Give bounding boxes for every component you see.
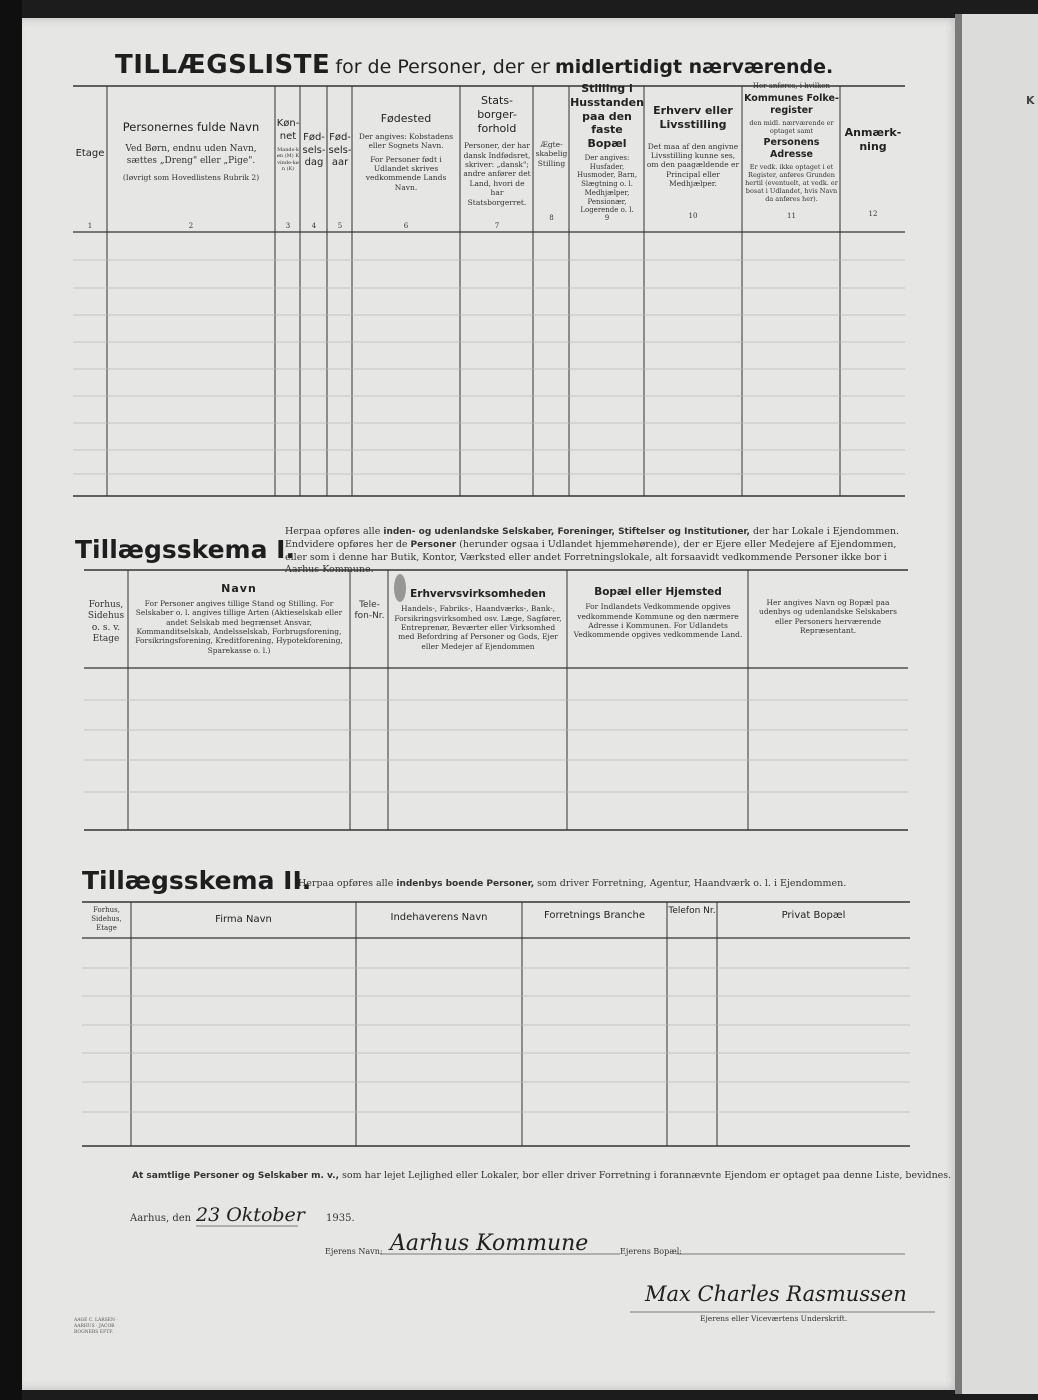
schema1-title: Tillægsskema I. [75, 535, 295, 564]
s1-col-phone: Tele-fon-Nr. [354, 600, 385, 622]
schema2-intro: Herpaa opføres alle indenbys boende Personer, som driver Forretning, Agentur, Haandværk o. l. i Ejendommen. [298, 878, 847, 889]
col-9-number: 9 [604, 214, 610, 222]
col-7-number: 7 [494, 222, 500, 230]
s1-col-floor: Forhus, Sidehus o. s. v. Etage [87, 600, 125, 644]
title-middle: for de Personer, der er [335, 56, 550, 78]
col-3-number: 3 [285, 222, 291, 230]
date-handwritten: 23 Oktober [196, 1204, 305, 1226]
col-8-number: 8 [549, 214, 554, 222]
schema1-intro: Herpaa opføres alle inden- og udenlandske Selskaber, Foreninger, Stiftelser og Institutioner, der har Lokale i Ejendommen. Endvidere opføres her de Personer (herunder ogsaa i Udlandet hjemmehørende), der er Ejere eller Medejere af Ejendommen, eller som i denne har Butik, Kontor, Værksted eller andet Forretningslokale, alt forsaavidt vedkommende Personer ikke bor i Aarhus Kommune. [285, 526, 899, 576]
date-year: 1935. [326, 1213, 355, 1224]
col-citizenship-header: Stats-borger-forhold Personer, der har dansk Indfødsret, skriver: „dansk"; andre anfører det Land, hvori de har Statsborgerret. [463, 94, 531, 207]
owner-name-label: Ejerens Navn: [325, 1247, 383, 1256]
col-gender-header: Køn-net Mands-køn (M) Kvinde-køn (K) [276, 118, 300, 172]
col-occupation-header: Erhverv eller Livsstilling Det maa af den angivne Livsstilling kunne ses, om den paagældende er Principal eller Medhjælper. [646, 104, 740, 188]
col-10-number: 10 [688, 212, 698, 220]
owner-address-label: Ejerens Bopæl: [620, 1247, 683, 1256]
s2-col-private-address: Privat Bopæl [781, 910, 846, 921]
col-12-number: 12 [868, 210, 878, 218]
col-remark-header: Anmærk-ning [844, 126, 902, 153]
certification-text: At samtlige Personer og Selskaber m. v., som har lejet Lejlighed eller Lokaler, bor eller driver Forretning i forannævnte Ejendom er optaget paa denne Liste, bevidnes. [132, 1170, 952, 1181]
col-etage-header: Etage [75, 148, 105, 159]
col-name-header: Personernes fulde Navn Ved Børn, endnu uden Navn, sættes „Dreng" eller „Pige". (Iøvrigt som Hovedlistens Rubrik 2) [122, 120, 260, 182]
col-registry-header: Her anføres, i hvilken Kommunes Folke-register den midl. nærværende er optaget samt Personens Adresse Er vedk. ikke optaget i et Register, anføres Grunden hertil (eventuelt, at vedk. er bosat i Udlandet, hvis Navn da anføres her). [744, 82, 839, 203]
s2-col-branch: Forretnings Branche [543, 910, 646, 921]
col-birthday-header: Fød-sels-dag [302, 132, 326, 168]
col-2-number: 2 [188, 222, 194, 230]
col-household-header: Stilling i Husstanden paa den faste Bopæl Der angives: Husfader, Husmoder, Barn, Slægtning o. l. Medhjælper, Pensionær, Logerende o. l. [570, 82, 644, 215]
date-city: Aarhus, den [130, 1213, 192, 1224]
col-5-number: 5 [337, 222, 343, 230]
s2-col-owner: Indehaverens Navn [390, 912, 488, 923]
col-1-number: 1 [87, 222, 93, 230]
s1-col-residence: Bopæl eller Hjemsted For Indlandets Vedkommende opgives vedkommende Kommune og den nærmere Adresse i Kommunen. For Udlandets Vedkommende opgives vedkommende Land. [573, 586, 743, 640]
col-4-number: 4 [311, 222, 317, 230]
s2-col-phone: Telefon Nr. [668, 906, 716, 916]
owner-name-value: Aarhus Kommune [390, 1231, 589, 1256]
col-birthplace-header: Fødested Der angives: Kobstadens eller Sognets Navn. For Personer født i Udlandet skrives vedkommende Lands Navn. [358, 112, 454, 192]
col-marital-header: Ægte-skabelig Stilling [535, 140, 568, 168]
s1-col-representative: Her angives Navn og Bopæl paa udenbys og udenlandske Selskabers eller Personers herværende Repræsentant. [758, 598, 897, 636]
col-11-number: 11 [787, 212, 796, 220]
signature-value: Max Charles Rasmussen [645, 1282, 907, 1306]
s2-col-floor: Forhus, Sidehus, Etage [91, 906, 122, 932]
col-birthyear-header: Fød-sels-aar [328, 132, 352, 168]
adjacent-page: K [962, 14, 1038, 1394]
signature-caption: Ejerens eller Viceværtens Underskrift. [700, 1314, 848, 1323]
s2-col-firm: Firma Navn [215, 914, 272, 925]
s1-col-business: Erhvervsvirksomheden Handels-, Fabriks-, Haandværks-, Bank-, Forsikringsvirksomhed osv. Læge, Sagfører, Entreprenør, Beværter eller Virksomhed med Befordring af Personer og Gods, Ejer eller Medejer af Ejendommen [394, 588, 562, 651]
printer-mark: AAGE C. LARSEN · AARHUS · JACOB BOGNERS EFTF. [74, 1318, 118, 1335]
col-6-number: 6 [403, 222, 409, 230]
schema2-title: Tillægsskema II. [82, 866, 312, 895]
s1-col-name: Navn For Personer angives tillige Stand og Stilling. For Selskaber o. l. angives tillige Arten (Aktieselskab eller andet Selskab med begrænset Ansvar, Kommanditselskab, Andelsselskab, Forbrugsforening, Forsikringsforening, Kreditforening, Hypotekforening, Sparekasse o. l.) [135, 582, 343, 655]
title-tail: midlertidigt nærværende. [554, 56, 834, 78]
title-lead: TILLÆGSLISTE [115, 50, 331, 80]
